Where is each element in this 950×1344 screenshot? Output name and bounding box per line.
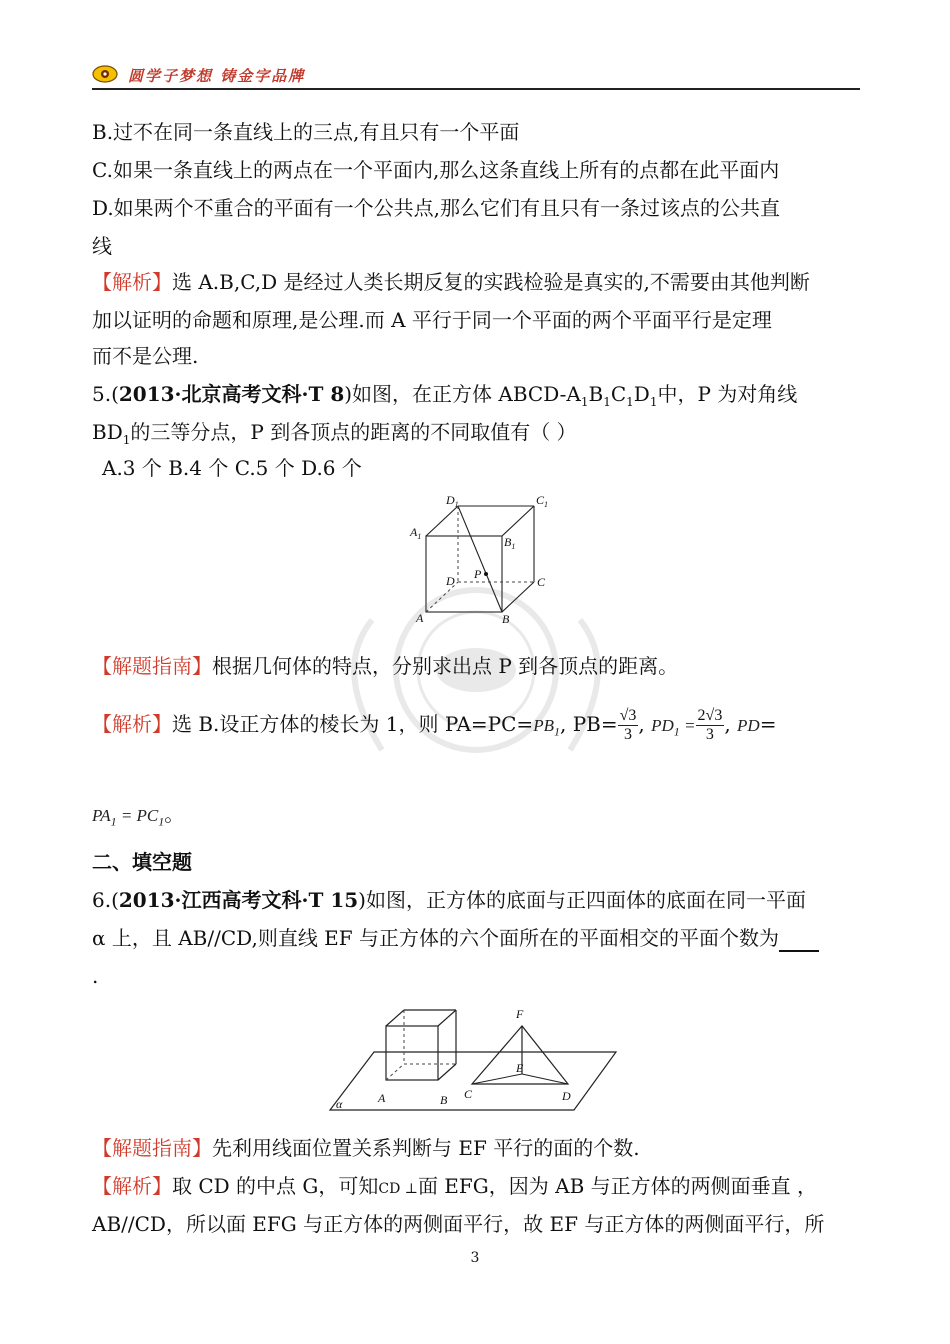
q6-stem-line2 (92, 924, 819, 952)
label-c: C (537, 575, 546, 589)
q6-figure (326, 1002, 618, 1116)
label-d: D (446, 574, 455, 588)
q6-guide-text: 先利用线面位置关系判断与 EF 平行的面的个数. (212, 1136, 640, 1160)
q6-source: 2013·江西高考文科·T 15 (118, 888, 359, 912)
guide-tag: 【解题指南】 (92, 1136, 212, 1160)
answer-blank[interactable] (779, 930, 819, 952)
q4-analysis-text1: 选 A.B,C,D 是经过人类长期反复的实践检验是真实的,不需要由其他判断 (172, 270, 810, 294)
q5-stem1b: B (588, 382, 604, 406)
q5-stem2b: 的三等分点，P 到各顶点的距离的不同取值有（ ） (130, 420, 577, 444)
label-c: C (464, 1087, 473, 1101)
label-b1: $B_1$ (504, 535, 516, 551)
q5-analysis-text-b: , PB= (559, 712, 618, 736)
q6-analysis-text-a: 取 CD 的中点 G，可知 (172, 1174, 379, 1198)
q6-analysis-line1 (92, 1172, 817, 1203)
analysis-tag: 【解析】 (92, 1174, 172, 1198)
sub: 1 (603, 395, 611, 409)
q6-stem2: α 上，且 AB//CD,则直线 EF 与正方体的六个面所在的平面相交的平面个数为 (92, 926, 780, 950)
sub: 1 (122, 433, 131, 447)
label-b: B (502, 612, 510, 626)
label-f: F (516, 1007, 524, 1021)
math-pd: PD (737, 716, 760, 735)
q5-stem1c: C (610, 382, 627, 406)
q4-option-d-line2: 线 (92, 234, 112, 258)
analysis-tag: 【解析】 (92, 270, 172, 294)
q5-stem-line2 (92, 418, 577, 454)
label-c1: $C_1$ (536, 493, 549, 509)
math-cd-perp: CD ⊥ (378, 1181, 418, 1197)
q6-analysis-text-b: 面 EFG，因为 AB 与正方体的两侧面垂直 ， (417, 1174, 817, 1198)
label-a: A (416, 611, 424, 625)
q6-stem-line1 (92, 886, 806, 914)
q5-guide-text: 根据几何体的特点，分别求出点 P 到各顶点的距离。 (212, 654, 679, 678)
q5-analysis: 【解析】选 B.设正方体的棱长为 1，则 $PA=PC=PB_1$, PB= $\frac{√3}{3}$ , $PD_1$ = $\frac{2√3}{3}$ , PD= (92, 707, 777, 743)
q4-option-b: B.过不在同一条直线上的三点,有且只有一个平面 (92, 120, 520, 144)
label-d1: $D_1$ (446, 493, 459, 509)
q5-guide (92, 652, 678, 680)
page-number: 3 (470, 1250, 480, 1266)
section-heading: 二、填空题 (92, 850, 192, 874)
label-d: D (562, 1089, 571, 1103)
frac-sqrt3-over-3: $\frac{√3}{3}$ (619, 707, 637, 743)
q4-analysis-line3: 而不是公理. (92, 344, 199, 368)
q5-analysis-text-a: 选 B.设正方体的棱长为 1，则 PA=PC= (172, 712, 534, 736)
q4-analysis-line2: 加以证明的命题和原理,是公理.而 A 平行于同一个平面的两个平面平行是定理 (92, 308, 772, 332)
logo-icon (92, 64, 118, 84)
q6-guide (92, 1134, 640, 1162)
q6-analysis-line2: AB//CD，所以面 EFG 与正方体的两侧面平行，故 EF 与正方体的两侧面平行，所 (92, 1212, 825, 1236)
label-alpha: α (336, 1097, 343, 1111)
header-slogan: 圆学子梦想 铸金字品牌 (128, 67, 306, 85)
math-pd1: $PD_1$ = (651, 716, 696, 739)
frac-2sqrt3-over-3: $\frac{2√3}{3}$ (697, 707, 723, 743)
q5-end-mark: 。 (164, 802, 185, 826)
page-header (92, 62, 860, 90)
q4-analysis-line1 (92, 268, 810, 296)
q5-source: 2013·北京高考文科·T 8 (118, 382, 345, 406)
math-pb1: $PB_1$ (533, 716, 560, 739)
guide-tag: 【解题指南】 (92, 654, 212, 678)
watermark-seal (272, 560, 680, 800)
math-pa1: $PA_1 = PC_1$ (92, 806, 165, 829)
analysis-tag: 【解析】 (92, 712, 172, 736)
q5-options: A.3 个 B.4 个 C.5 个 D.6 个 (102, 456, 362, 480)
sub: 1 (649, 395, 658, 409)
q5-analysis-end (92, 800, 184, 835)
label-a1: $A_1$ (410, 525, 422, 541)
q6-number: 6.( (92, 888, 119, 912)
q5-stem1e: 中，P 为对角线 (657, 382, 798, 406)
q5-stem1d: D (633, 382, 650, 406)
q5-analysis-text-c: = (759, 712, 777, 736)
q5-stem-line1 (92, 380, 797, 416)
q6-stem1: )如图，正方体的底面与正四面体的底面在同一平面 (358, 888, 806, 912)
q6-stem-line3: . (92, 964, 99, 988)
q5-number: 5.( (92, 382, 119, 406)
sub: 1 (626, 395, 634, 409)
q4-option-c: C.如果一条直线上的两点在一个平面内,那么这条直线上所有的点都在此平面内 (92, 158, 780, 182)
label-a: A (378, 1091, 386, 1105)
label-p: P (474, 567, 482, 581)
q5-stem2a: BD (92, 420, 123, 444)
q4-option-d-line1: D.如果两个不重合的平面有一个公共点,那么它们有且只有一条过该点的公共直 (92, 196, 781, 220)
label-b: B (440, 1093, 448, 1107)
sub: 1 (580, 395, 589, 409)
q5-stem1a: )如图，在正方体 ABCD-A (344, 382, 581, 406)
label-e: E (516, 1061, 524, 1075)
